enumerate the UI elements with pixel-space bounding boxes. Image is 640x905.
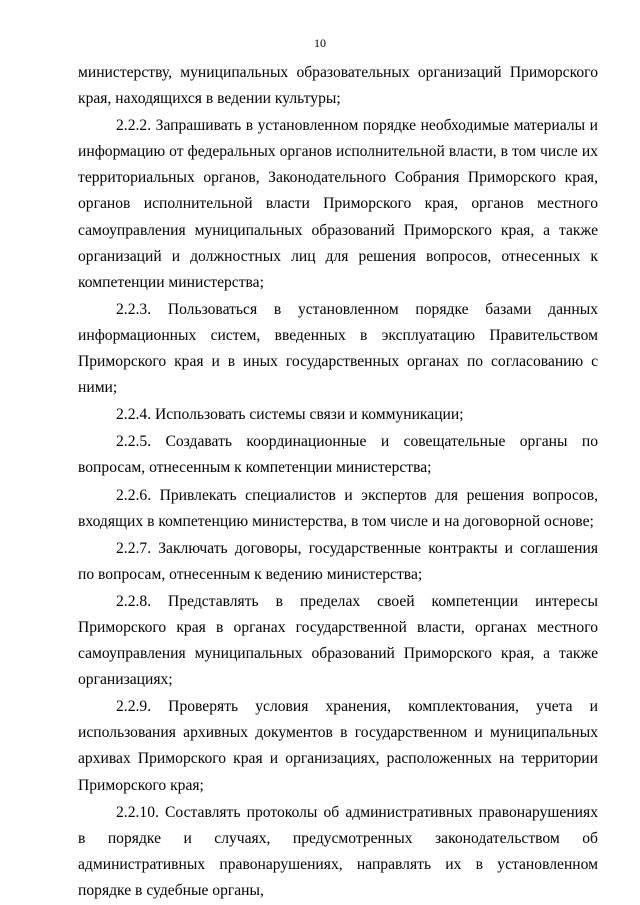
paragraph-continuation: министерству, муниципальных образовательных организаций Приморского края, находящихся в ведении культуры; [78, 64, 598, 108]
paragraph-2-2-8: 2.2.8. Представлять в пределах своей компетенции интересы Приморского края в органах государственной власти, органах местного самоуправления муниципальных образований Приморского края, а также организациях; [78, 592, 598, 689]
document-body [78, 60, 598, 904]
paragraph-2-2-2: 2.2.2. Запрашивать в установленном порядке необходимые материалы и информацию от федеральных органов исполнительной власти, в том числе их территориальных органов, Законодательного Собрания Приморского края, органов исполнительной власти Приморского края, органов местного самоуправления муниципальных образований Приморского края, а также организаций и должностных лиц для решения вопросов, отнесенных к компетенции министерства; [78, 117, 598, 291]
paragraph-2-2-3: 2.2.3. Пользоваться в установленном порядке базами данных информационных систем, введенных в эксплуатацию Правительством Приморского края и в иных государственных органах по согласованию с ними; [78, 300, 598, 397]
paragraph-2-2-10: 2.2.10. Составлять протоколы об административных правонарушениях в порядке и случаях, предусмотренных законодательством об административных правонарушениях, направлять их в установленном порядке в судебные органы, [78, 803, 598, 899]
paragraph-2-2-7: 2.2.7. Заключать договоры, государственные контракты и соглашения по вопросам, отнесенным к ведению министерства; [78, 539, 598, 583]
paragraph-2-2-6: 2.2.6. Привлекать специалистов и экспертов для решения вопросов, входящих в компетенцию министерства, в том числе и на договорной основе; [78, 486, 598, 530]
paragraph-2-2-4: 2.2.4. Использовать системы связи и коммуникации; [116, 406, 464, 424]
paragraph-2-2-5: 2.2.5. Создавать координационные и совещательные органы по вопросам, отнесенным к компетенции министерства; [78, 433, 598, 477]
page-number: 10 [314, 36, 326, 50]
paragraph-2-2-9: 2.2.9. Проверять условия хранения, комплектования, учета и использования архивных документов в государственном и муниципальных архивах Приморского края и организациях, расположенных на территории Приморского края; [78, 698, 598, 794]
